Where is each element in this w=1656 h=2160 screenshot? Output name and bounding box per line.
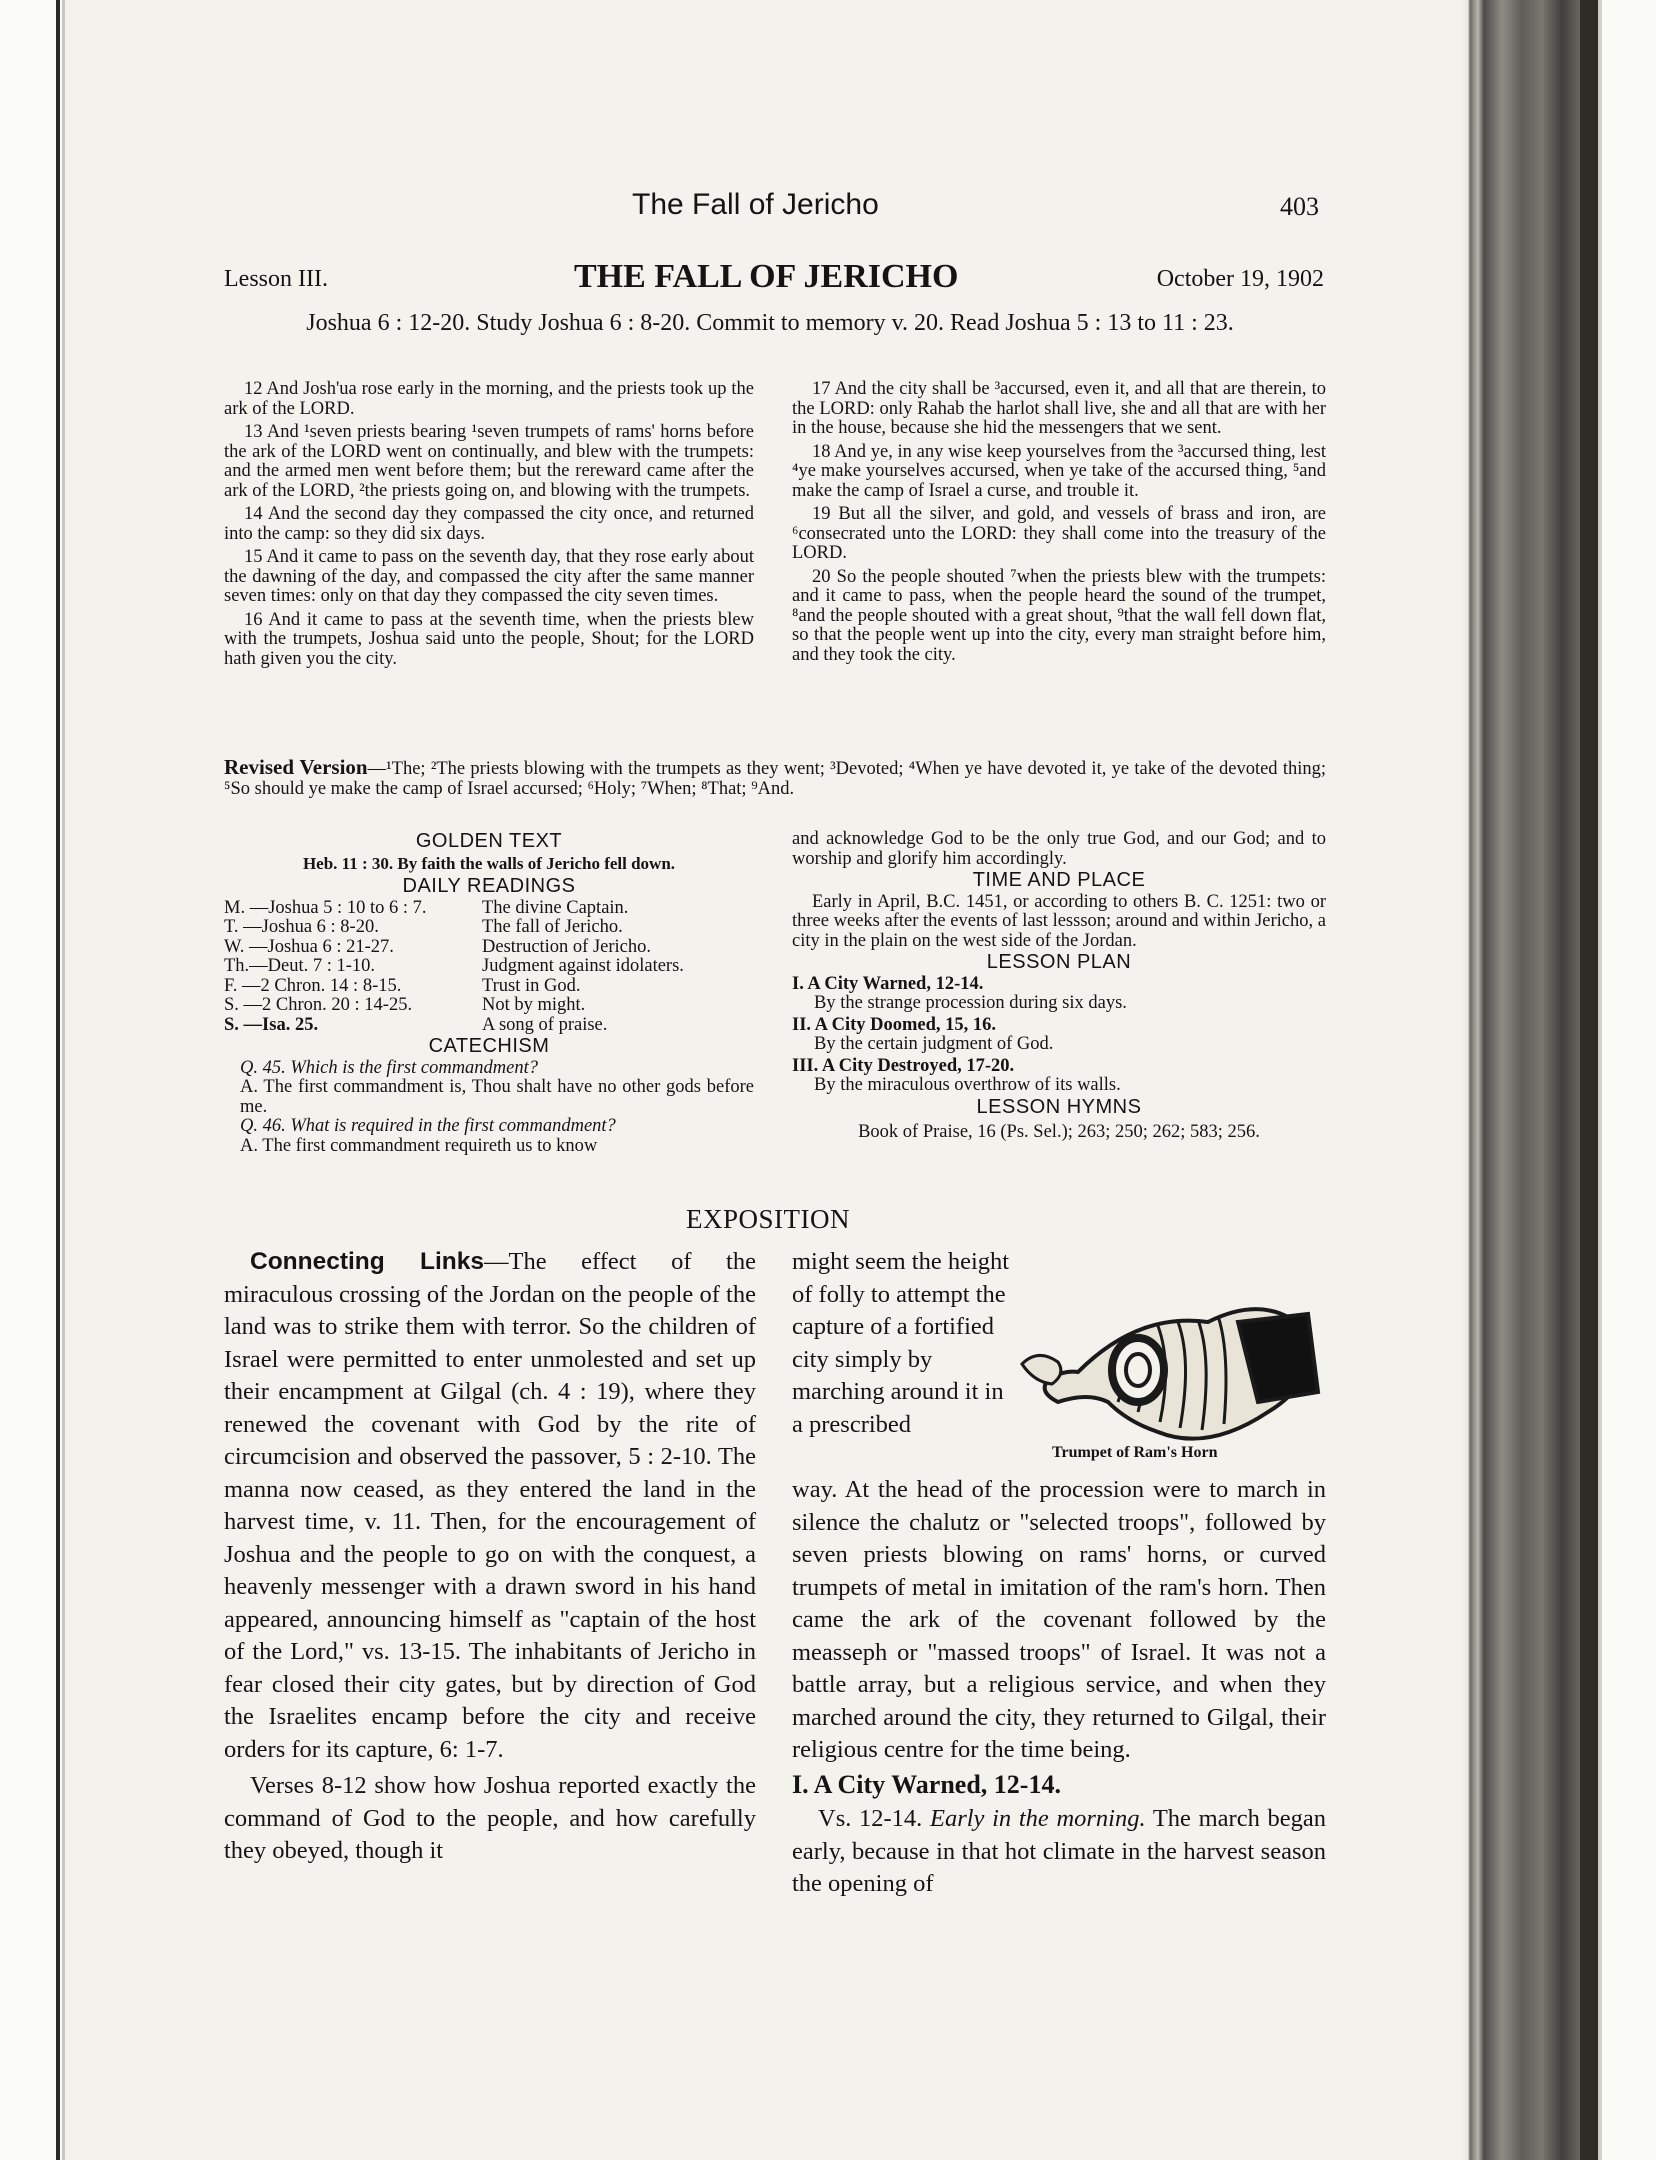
plan-item-sub: By the certain judgment of God. [814,1034,1054,1054]
connecting-links-text: —The effect of the miraculous crossing of the Jordan on the people of the land was to strike them with terror. So the children of Israel were permitted to enter unmolested and set up their encampment at Gilgal (ch. 4 : 19), where they renewed the covenant with God by the rite of circumcision and observed the passover, 5 : 2-10. The manna now ceased, as they entered the land in the harvest time, v. 11. Then, for the encouragement of Joshua and the people to go on with the conquest, a heavenly messenger with a drawn sword in his hand appeared, announcing himself as "captain of the host of the Lord," vs. 13-15. The inhabitants of Jericho in fear closed their city gates, but by direction of God the Israelites encamp before the city and receive orders for its capture, 6: 1-7. [224,1248,756,1763]
verse-20: 20 So the people shouted ⁷when the priests blew with the trumpets: and it came to pass, when the people heard the sound of the trumpet, ⁸and the people shouted with a great shout, ⁹that the wall fell down flat, so that the people went up into the city, every man straight before him, and they took the city. [792,566,1326,665]
reading-title: The fall of Jericho. [482,917,623,937]
golden-text-heading: GOLDEN TEXT [415,830,563,852]
exposition-right-column [792,1474,1326,1901]
connecting-links-paragraph [224,1246,756,1766]
verse-17: 17 And the city shall be ³accursed, even it, and all that are therein, to the LORD: only Rahab the harlot shall live, she and all that are with her in the house, because she hid the messengers that we sent. [792,379,1326,438]
plan-item-sub: By the miraculous overthrow of its walls. [814,1075,1121,1095]
commentary-text: The march began early, because in that hot climate in the harvest season the opening of [792,1805,1326,1897]
lesson-header [224,258,1324,302]
left-page-edge [0,0,65,2160]
lesson-date: October 19, 1902 [1156,266,1324,292]
reading-title: The divine Captain. [482,897,629,918]
lesson-aids-right [792,830,1326,1143]
reading-ref: S. —2 Chron. 20 : 14-25. [224,995,413,1015]
reading-ref: T. —Joshua 6 : 8-20. [224,917,379,937]
reading-title: A song of praise. [482,1014,608,1035]
revised-version-text: —¹The; ²The priests blowing with the trumpets as they went; ³Devoted; ⁴When ye have devoted it, ye take of the devoted thing; ⁵So should ye make the camp of Israel accursed; ⁶Holy; ⁷When; ⁸That; ⁹And. [224,759,1327,799]
exposition-left-column [224,1246,756,1868]
scan-background [1602,0,1656,2160]
catechism-question-45: Q. 45. Which is the first commandment? [240,1057,539,1078]
plan-item-head: III. A City Destroyed, 17-20. [792,1055,1015,1076]
verse-13: 13 And ¹seven priests bearing ¹seven trumpets of rams' horns before the ark of the LORD went on continually, and blew with the trumpets: and the armed men went before them; but the rereward came after the ark of the LORD, ²the priests going on, and blowing with the trumpets. [224,422,754,501]
book-page-edges [1462,0,1656,2160]
page-number: 403 [1280,192,1319,221]
reading-title: Destruction of Jericho. [482,936,652,957]
plan-item-sub: By the strange procession during six days. [814,993,1127,1013]
verse-18: 18 And ye, in any wise keep yourselves from the ³accursed thing, lest ⁴ye make yourselves accursed, when ye take of the accursed thing, ⁵and make the camp of Israel a curse, and trouble it. [792,441,1326,501]
time-place-heading: TIME AND PLACE [972,869,1146,891]
verses-8-12-paragraph: Verses 8-12 show how Joshua reported exactly the command of God to the people, and how carefully they obeyed, though it [224,1772,756,1864]
lesson-aids-left [224,830,754,1156]
verse-14: 14 And the second day they compassed the city once, and returned into the camp: so they did six days. [224,504,754,544]
reading-ref: M. —Joshua 5 : 10 to 6 : 7. [224,897,427,918]
exposition-right-top: might seem the height of folly to attempt the capture of a fortified city simply by marching around it in a prescribed [792,1248,1010,1438]
binding-gutter [56,0,60,2160]
reading-ref: S. —Isa. 25. [224,1014,319,1035]
figure-caption: Trumpet of Ram's Horn [1052,1444,1218,1461]
reading-title: Not by might. [482,995,586,1015]
running-head: The Fall of Jericho [632,188,879,221]
verse-15: 15 And it came to pass on the seventh day, that they rose early about the dawning of the day, and compassed the city after the same manner seven times: only on that day they compassed the city seven times. [224,547,754,606]
daily-readings-list [224,899,754,1036]
lesson-hymns-heading: LESSON HYMNS [976,1095,1142,1118]
reading-ref: F. —2 Chron. 14 : 8-15. [224,975,402,996]
verse-12: 12 And Josh'ua rose early in the morning, and the priests took up the ark of the LORD. [224,379,754,419]
catechism-answer-46: A. The first commandment requireth us to know [240,1135,598,1156]
reading-ref: Th.—Deut. 7 : 1-10. [224,956,376,976]
reading-title: Judgment against idolaters. [482,956,684,976]
scripture-reference: Joshua 6 : 12-20. Study Joshua 6 : 8-20. Commit to memory v. 20. Read Joshua 5 : 13 to 11 : 23. [306,310,1234,336]
lesson-title: THE FALL OF JERICHO [574,258,959,295]
book-cover-edge [1580,0,1598,2160]
catechism-continuation: and acknowledge God to be the only true God, and our God; and to worship and glorify him accordingly. [792,829,1326,869]
plan-item-head: I. A City Warned, 12-14. [792,973,984,994]
catechism-block [224,1059,754,1157]
verse-19: 19 But all the silver, and gold, and vessels of brass and iron, are ⁶consecrated unto the LORD: they shall come into the treasury of the LORD. [792,504,1326,563]
reading-ref: W. —Joshua 6 : 21-27. [224,936,394,957]
verse-16: 16 And it came to pass at the seventh time, when the priests blew with the trumpets, Joshua said unto the people, Shout; for the LORD hath given you the city. [224,609,754,669]
verse-commentary-12-14: Vs. 12-14. Early in the morning. The march began early, because in that hot climate in the harvest season the opening of [792,1805,1326,1897]
lesson-number: Lesson III. [224,266,328,292]
procession-paragraph: way. At the head of the procession were to march in silence the chalutz or "selected troops", followed by seven priests blowing on rams' horns, or curved trumpets of metal in imitation of the ram's horn. Then came the ark of the covenant followed by the measseph or "massed troops" of Israel. It was not a battle array, but a religious service, and when they marched around the city, they returned to Gilgal, their religious centre for the time being. [792,1476,1326,1763]
catechism-answer-45: A. The first commandment is, Thou shalt have no other gods before me. [240,1077,754,1117]
section-heading-city-warned: I. A City Warned, 12-14. [792,1769,1061,1799]
golden-text: Heb. 11 : 30. By faith the walls of Jericho fell down. [302,853,676,873]
lesson-hymns-text: Book of Praise, 16 (Ps. Sel.); 263; 250; 262; 583; 256. [858,1122,1260,1142]
catechism-heading: CATECHISM [428,1035,550,1057]
revised-version-label: Revised Version [224,755,368,779]
lesson-plan-heading: LESSON PLAN [986,951,1132,973]
verses-left-column [224,380,754,673]
plan-item-head: II. A City Doomed, 15, 16. [792,1014,997,1035]
verses-right-column [792,380,1326,669]
revised-version-notes [224,755,1327,799]
connecting-links-label: Connecting Links [250,1248,484,1275]
time-place-text: Early in April, B.C. 1451, or according to others B. C. 1251: two or three weeks after the events of last lessson; around and within Jericho, a city in the plain on the west side of the Jordan. [792,891,1326,951]
exposition-heading: EXPOSITION [686,1204,850,1234]
commentary-lemma: Early in the morning. [930,1805,1146,1832]
catechism-question-46: Q. 46. What is required in the first commandment? [240,1116,616,1136]
daily-readings-heading: DAILY READINGS [402,875,576,897]
reading-title: Trust in God. [482,975,581,996]
